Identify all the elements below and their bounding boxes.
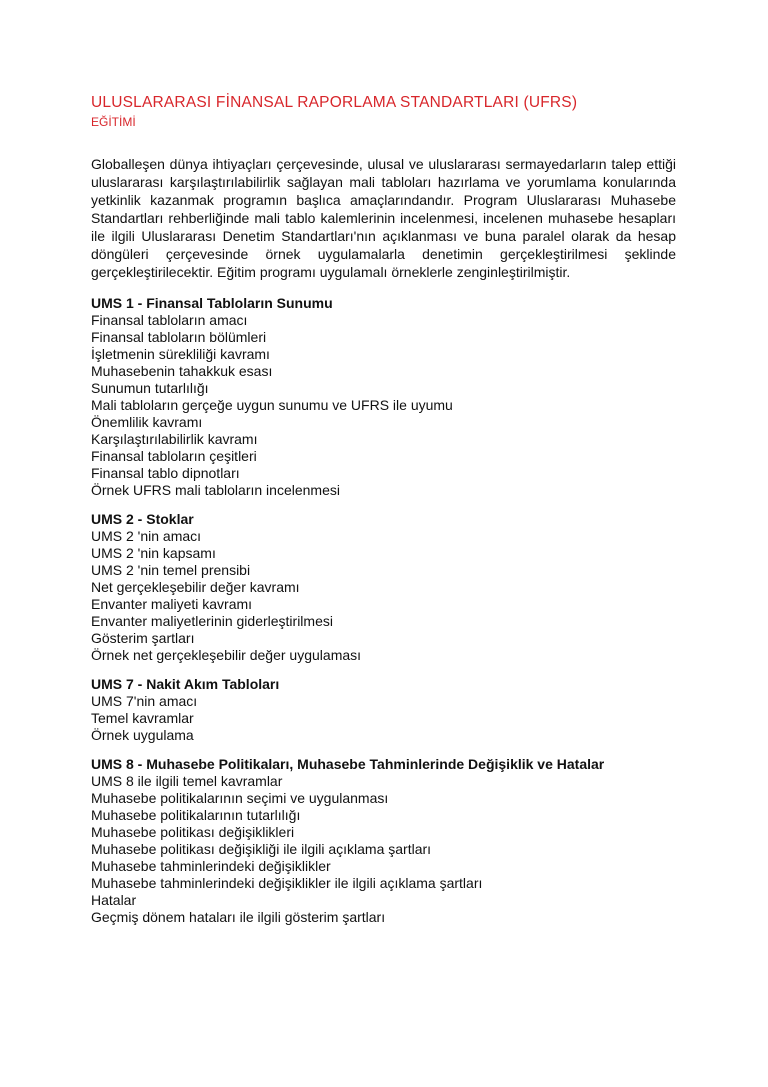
intro-paragraph: Globalleşen dünya ihtiyaçları çerçevesinde, ulusal ve uluslararası sermayedarların talep ettiği uluslararası karşılaştırılabilirlik sağlayan mali tabloları hazırlama ve yorumlama konularında yetkinlik kazanmak programın başlıca amaçlarındandır. Program Uluslararası Muhasebe Standartları rehberliğinde mali tablo kalemlerinin incelenmesi, incelenen muhasebe hesapları ile ilgili Uluslararası Denetim Standartları'nın açıklanması ve buna paralel olarak da hesap döngüleri çerçevesinde örnek uygulamalarla denetimin gerçekleştirilmesi şeklinde gerçekleştirilecektir. Eğitim programı uygulamalı örneklerle zenginleştirilmiştir.	[91, 156, 676, 280]
list-item: UMS 8 ile ilgili temel kavramlar	[91, 773, 283, 789]
section-heading: UMS 2 - Stoklar	[91, 511, 194, 527]
list-item: UMS 2 'nin temel prensibi	[91, 562, 251, 578]
section-list	[91, 773, 676, 926]
section-2	[91, 511, 676, 664]
section-3	[91, 676, 676, 744]
section-list	[91, 693, 676, 744]
list-item: Muhasebe tahminlerindeki değişiklikler ile ilgili açıklama şartları	[91, 875, 483, 891]
list-item: Finansal tabloların çeşitleri	[91, 448, 257, 464]
list-item: Örnek uygulama	[91, 727, 194, 743]
list-item: Gösterim şartları	[91, 630, 195, 646]
list-item: Sunumun tutarlılığı	[91, 380, 209, 396]
list-item: Hatalar	[91, 892, 137, 908]
document-subtitle: EĞİTİMİ	[91, 115, 136, 129]
section-4	[91, 756, 676, 926]
section-heading: UMS 8 - Muhasebe Politikaları, Muhasebe Tahminlerinde Değişiklik ve Hatalar	[91, 756, 605, 772]
section-list	[91, 528, 676, 664]
list-item: Mali tabloların gerçeğe uygun sunumu ve UFRS ile uyumu	[91, 397, 453, 413]
list-item: Muhasebe politikası değişiklikleri	[91, 824, 295, 840]
list-item: Finansal tablo dipnotları	[91, 465, 240, 481]
list-item: Finansal tabloların bölümleri	[91, 329, 267, 345]
document-page	[91, 92, 676, 926]
list-item: UMS 2 'nin kapsamı	[91, 545, 216, 561]
list-item: İşletmenin sürekliliği kavramı	[91, 346, 270, 362]
document-title: ULUSLARARASI FİNANSAL RAPORLAMA STANDARTLARI (UFRS)	[91, 94, 578, 111]
list-item: Envanter maliyetlerinin giderleştirilmesi	[91, 613, 333, 629]
list-item: Envanter maliyeti kavramı	[91, 596, 253, 612]
list-item: Muhasebe politikası değişikliği ile ilgili açıklama şartları	[91, 841, 432, 857]
section-1	[91, 295, 676, 499]
list-item: Muhasebe politikalarının seçimi ve uygulanması	[91, 790, 389, 806]
list-item: Önemlilik kavramı	[91, 414, 203, 430]
section-heading: UMS 7 - Nakit Akım Tabloları	[91, 676, 280, 692]
list-item: Muhasebe tahminlerindeki değişiklikler	[91, 858, 331, 874]
list-item: Örnek net gerçekleşebilir değer uygulaması	[91, 647, 362, 663]
list-item: Finansal tabloların amacı	[91, 312, 248, 328]
sections-container	[91, 295, 676, 926]
list-item: Temel kavramlar	[91, 710, 194, 726]
section-heading: UMS 1 - Finansal Tabloların Sunumu	[91, 295, 333, 311]
list-item: Muhasebenin tahakkuk esası	[91, 363, 273, 379]
list-item: Net gerçekleşebilir değer kavramı	[91, 579, 300, 595]
list-item: Karşılaştırılabilirlik kavramı	[91, 431, 258, 447]
section-list	[91, 312, 676, 499]
list-item: Örnek UFRS mali tabloların incelenmesi	[91, 482, 340, 498]
list-item: UMS 2 'nin amacı	[91, 528, 202, 544]
list-item: Geçmiş dönem hataları ile ilgili gösterim şartları	[91, 909, 386, 925]
list-item: Muhasebe politikalarının tutarlılığı	[91, 807, 301, 823]
list-item: UMS 7'nin amacı	[91, 693, 198, 709]
